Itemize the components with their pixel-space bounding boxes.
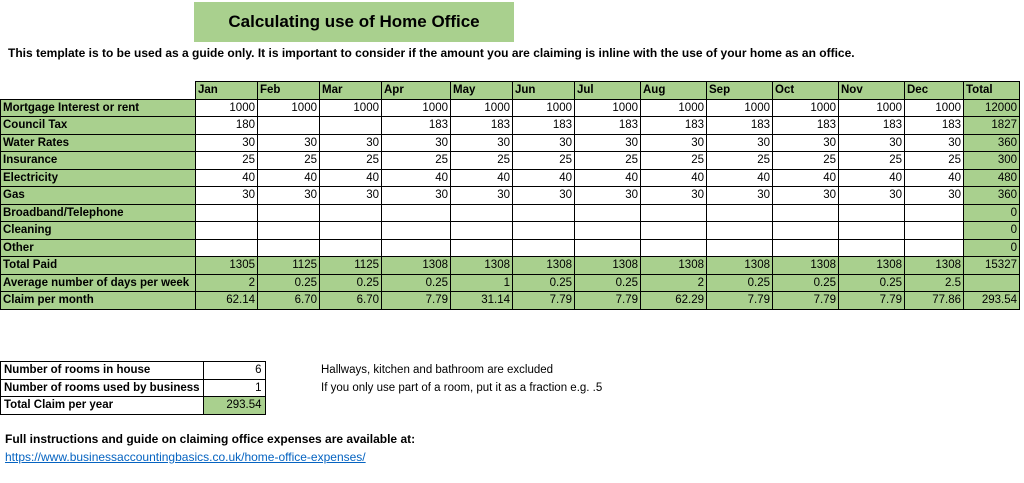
table-row	[1, 99, 1020, 117]
row-label[interactable]: Gas	[1, 187, 196, 205]
instructions-text: Full instructions and guide on claiming office expenses are available at:	[5, 432, 416, 446]
table-cell[interactable]: 40	[575, 169, 641, 187]
table-cell[interactable]: 183	[839, 117, 905, 135]
table-cell[interactable]: 1000	[707, 99, 773, 117]
table-cell[interactable]	[320, 204, 382, 222]
total-cell[interactable]: 360	[964, 134, 1020, 152]
table-cell[interactable]: 0.25	[839, 274, 905, 292]
column-header[interactable]: Jun	[513, 82, 575, 100]
table-cell[interactable]: 40	[641, 169, 707, 187]
table-cell[interactable]: 1308	[641, 257, 707, 275]
table-cell[interactable]: 25	[451, 152, 513, 170]
row-label[interactable]: Insurance	[1, 152, 196, 170]
table-cell[interactable]	[707, 222, 773, 240]
table-cell[interactable]	[707, 204, 773, 222]
table-cell[interactable]: 183	[773, 117, 839, 135]
table-cell[interactable]: 30	[382, 187, 451, 205]
table-cell[interactable]: 62.14	[196, 292, 258, 310]
table-cell[interactable]: 7.79	[513, 292, 575, 310]
table-cell[interactable]: 30	[196, 187, 258, 205]
column-header[interactable]: Apr	[382, 82, 451, 100]
table-cell[interactable]	[641, 239, 707, 257]
table-row	[1, 257, 1020, 275]
table-cell[interactable]	[258, 204, 320, 222]
rooms-value[interactable]: 6	[203, 362, 265, 380]
row-label[interactable]: Water Rates	[1, 134, 196, 152]
table-cell[interactable]: 1308	[707, 257, 773, 275]
table-cell[interactable]: 7.79	[773, 292, 839, 310]
corner-cell	[1, 82, 196, 100]
total-cell[interactable]: 0	[964, 222, 1020, 240]
table-cell[interactable]	[258, 222, 320, 240]
total-cell[interactable]: 300	[964, 152, 1020, 170]
table-cell[interactable]: 1000	[905, 99, 964, 117]
table-cell[interactable]: 25	[320, 152, 382, 170]
table-cell[interactable]: 1000	[258, 99, 320, 117]
table-cell[interactable]: 40	[513, 169, 575, 187]
table-cell[interactable]: 1308	[773, 257, 839, 275]
table-cell[interactable]: 30	[575, 187, 641, 205]
table-cell[interactable]: 40	[905, 169, 964, 187]
column-header[interactable]: Nov	[839, 82, 905, 100]
table-cell[interactable]: 2	[641, 274, 707, 292]
rooms-value[interactable]: 293.54	[203, 397, 265, 415]
column-header[interactable]: May	[451, 82, 513, 100]
table-cell[interactable]: 0.25	[773, 274, 839, 292]
header-row	[1, 82, 1020, 100]
table-cell[interactable]	[839, 222, 905, 240]
table-cell[interactable]: 1000	[773, 99, 839, 117]
table-cell[interactable]	[258, 239, 320, 257]
table-cell[interactable]: 25	[773, 152, 839, 170]
table-cell[interactable]: 30	[839, 134, 905, 152]
table-cell[interactable]: 1308	[382, 257, 451, 275]
table-cell[interactable]: 7.79	[382, 292, 451, 310]
table-cell[interactable]: 1308	[575, 257, 641, 275]
table-row	[1, 117, 1020, 135]
table-cell[interactable]: 30	[320, 134, 382, 152]
table-cell[interactable]: 40	[382, 169, 451, 187]
rooms-row	[1, 379, 266, 397]
table-cell[interactable]: 30	[773, 187, 839, 205]
table-cell[interactable]: 183	[905, 117, 964, 135]
table-cell[interactable]: 30	[641, 134, 707, 152]
table-row	[1, 204, 1020, 222]
table-cell[interactable]: 1125	[258, 257, 320, 275]
table-cell[interactable]	[382, 222, 451, 240]
column-header[interactable]: Dec	[905, 82, 964, 100]
table-cell[interactable]	[575, 239, 641, 257]
total-cell[interactable]: 293.54	[964, 292, 1020, 310]
table-cell[interactable]: 1305	[196, 257, 258, 275]
table-cell[interactable]: 183	[707, 117, 773, 135]
row-label[interactable]: Other	[1, 239, 196, 257]
table-cell[interactable]: 2	[196, 274, 258, 292]
table-row	[1, 222, 1020, 240]
table-cell[interactable]: 1125	[320, 257, 382, 275]
table-cell[interactable]: 25	[641, 152, 707, 170]
table-cell[interactable]	[320, 117, 382, 135]
table-cell[interactable]	[320, 222, 382, 240]
table-cell[interactable]: 30	[382, 134, 451, 152]
table-cell[interactable]: 0.25	[707, 274, 773, 292]
rooms-row	[1, 397, 266, 415]
row-label[interactable]: Electricity	[1, 169, 196, 187]
table-cell[interactable]: 30	[707, 187, 773, 205]
table-cell[interactable]	[382, 204, 451, 222]
disclaimer-text: This template is to be used as a guide only. It is important to consider if the amount you are claiming is inline with the use of your home as an office.	[8, 46, 855, 60]
table-cell[interactable]	[196, 239, 258, 257]
table-cell[interactable]: 25	[513, 152, 575, 170]
table-cell[interactable]: 31.14	[451, 292, 513, 310]
table-cell[interactable]	[513, 239, 575, 257]
table-cell[interactable]	[707, 239, 773, 257]
table-cell[interactable]: 25	[905, 152, 964, 170]
table-cell[interactable]	[641, 222, 707, 240]
title-text: Calculating use of Home Office	[228, 12, 480, 31]
table-cell[interactable]: 1308	[905, 257, 964, 275]
table-cell[interactable]: 30	[839, 187, 905, 205]
table-cell[interactable]	[196, 222, 258, 240]
table-cell[interactable]: 30	[451, 134, 513, 152]
total-cell[interactable]: 0	[964, 239, 1020, 257]
column-header[interactable]: Sep	[707, 82, 773, 100]
table-cell[interactable]: 1000	[320, 99, 382, 117]
table-cell[interactable]: 6.70	[258, 292, 320, 310]
total-cell[interactable]: 1827	[964, 117, 1020, 135]
table-cell[interactable]: 40	[451, 169, 513, 187]
table-cell[interactable]	[839, 239, 905, 257]
table-row	[1, 239, 1020, 257]
row-label[interactable]: Council Tax	[1, 117, 196, 135]
table-cell[interactable]	[451, 239, 513, 257]
column-header[interactable]: Total	[964, 82, 1020, 100]
table-cell[interactable]	[905, 239, 964, 257]
table-row	[1, 169, 1020, 187]
table-cell[interactable]: 40	[196, 169, 258, 187]
table-cell[interactable]	[905, 204, 964, 222]
table-cell[interactable]: 25	[839, 152, 905, 170]
row-label[interactable]: Total Paid	[1, 257, 196, 275]
total-cell[interactable]: 480	[964, 169, 1020, 187]
table-cell[interactable]: 0.25	[382, 274, 451, 292]
table-cell[interactable]: 183	[451, 117, 513, 135]
table-cell[interactable]: 62.29	[641, 292, 707, 310]
rooms-label[interactable]: Number of rooms used by business	[1, 379, 204, 397]
table-cell[interactable]: 30	[258, 134, 320, 152]
table-cell[interactable]: 30	[258, 187, 320, 205]
table-cell[interactable]: 183	[575, 117, 641, 135]
table-cell[interactable]	[575, 222, 641, 240]
table-cell[interactable]	[451, 222, 513, 240]
column-header[interactable]: Aug	[641, 82, 707, 100]
table-cell[interactable]: 1	[451, 274, 513, 292]
total-cell[interactable]: 15327	[964, 257, 1020, 275]
table-cell[interactable]: 25	[382, 152, 451, 170]
table-cell[interactable]: 30	[905, 134, 964, 152]
table-cell[interactable]: 40	[258, 169, 320, 187]
table-row	[1, 187, 1020, 205]
table-cell[interactable]: 7.79	[707, 292, 773, 310]
table-cell[interactable]: 30	[513, 187, 575, 205]
total-cell[interactable]: 0	[964, 204, 1020, 222]
table-cell[interactable]: 40	[320, 169, 382, 187]
column-header[interactable]: Feb	[258, 82, 320, 100]
page-title	[194, 2, 514, 42]
table-cell[interactable]	[839, 204, 905, 222]
table-cell[interactable]	[513, 222, 575, 240]
table-cell[interactable]: 1000	[641, 99, 707, 117]
note-excluded-rooms: Hallways, kitchen and bathroom are excluded	[321, 364, 554, 376]
column-header[interactable]: Jan	[196, 82, 258, 100]
table-row	[1, 134, 1020, 152]
column-header[interactable]: Mar	[320, 82, 382, 100]
table-cell[interactable]: 30	[320, 187, 382, 205]
table-cell[interactable]: 0.25	[575, 274, 641, 292]
row-label[interactable]: Mortgage Interest or rent	[1, 99, 196, 117]
rooms-row	[1, 362, 266, 380]
table-cell[interactable]: 30	[773, 134, 839, 152]
table-cell[interactable]	[773, 222, 839, 240]
rooms-label[interactable]: Total Claim per year	[1, 397, 204, 415]
table-cell[interactable]: 30	[707, 134, 773, 152]
table-cell[interactable]	[575, 204, 641, 222]
rooms-table	[0, 361, 266, 415]
table-cell[interactable]: 0.25	[513, 274, 575, 292]
table-cell[interactable]	[258, 117, 320, 135]
total-cell[interactable]: 12000	[964, 99, 1020, 117]
rooms-value[interactable]: 1	[203, 379, 265, 397]
column-header[interactable]: Jul	[575, 82, 641, 100]
row-label[interactable]: Average number of days per week	[1, 274, 196, 292]
table-cell[interactable]: 30	[905, 187, 964, 205]
table-cell[interactable]: 40	[839, 169, 905, 187]
table-cell[interactable]: 30	[451, 187, 513, 205]
table-cell[interactable]	[451, 204, 513, 222]
table-cell[interactable]: 30	[641, 187, 707, 205]
table-cell[interactable]	[382, 239, 451, 257]
row-label[interactable]: Broadband/Telephone	[1, 204, 196, 222]
table-cell[interactable]: 0.25	[320, 274, 382, 292]
total-cell[interactable]	[964, 274, 1020, 292]
table-cell[interactable]: 1000	[513, 99, 575, 117]
table-cell[interactable]: 183	[382, 117, 451, 135]
table-cell[interactable]: 30	[196, 134, 258, 152]
table-cell[interactable]	[641, 204, 707, 222]
table-cell[interactable]: 1308	[451, 257, 513, 275]
table-cell[interactable]: 183	[513, 117, 575, 135]
table-cell[interactable]: 7.79	[575, 292, 641, 310]
table-cell[interactable]: 40	[773, 169, 839, 187]
table-cell[interactable]: 6.70	[320, 292, 382, 310]
row-label[interactable]: Claim per month	[1, 292, 196, 310]
table-cell[interactable]: 1000	[382, 99, 451, 117]
table-cell[interactable]: 77.86	[905, 292, 964, 310]
guide-link[interactable]: https://www.businessaccountingbasics.co.uk/home-office-expenses/	[5, 450, 366, 464]
note-fraction-hint: If you only use part of a room, put it as a fraction e.g. .5	[321, 382, 603, 394]
table-cell[interactable]	[905, 222, 964, 240]
table-cell[interactable]	[773, 239, 839, 257]
total-cell[interactable]: 360	[964, 187, 1020, 205]
table-cell[interactable]: 1000	[451, 99, 513, 117]
table-row	[1, 152, 1020, 170]
rooms-label[interactable]: Number of rooms in house	[1, 362, 204, 380]
table-cell[interactable]: 0.25	[258, 274, 320, 292]
table-cell[interactable]: 1000	[575, 99, 641, 117]
table-cell[interactable]: 30	[513, 134, 575, 152]
table-cell[interactable]: 25	[196, 152, 258, 170]
table-cell[interactable]: 40	[707, 169, 773, 187]
table-cell[interactable]: 30	[575, 134, 641, 152]
table-cell[interactable]: 25	[258, 152, 320, 170]
table-cell[interactable]: 25	[707, 152, 773, 170]
table-cell[interactable]: 183	[641, 117, 707, 135]
table-cell[interactable]: 7.79	[839, 292, 905, 310]
table-cell[interactable]	[320, 239, 382, 257]
table-cell[interactable]: 2.5	[905, 274, 964, 292]
row-label[interactable]: Cleaning	[1, 222, 196, 240]
expenses-table	[0, 81, 1020, 310]
table-cell[interactable]: 1000	[196, 99, 258, 117]
table-cell[interactable]: 1000	[839, 99, 905, 117]
table-cell[interactable]: 1308	[513, 257, 575, 275]
column-header[interactable]: Oct	[773, 82, 839, 100]
table-cell[interactable]	[196, 204, 258, 222]
table-cell[interactable]: 1308	[839, 257, 905, 275]
table-cell[interactable]	[513, 204, 575, 222]
table-cell[interactable]: 25	[575, 152, 641, 170]
table-cell[interactable]	[773, 204, 839, 222]
table-row	[1, 274, 1020, 292]
table-cell[interactable]: 180	[196, 117, 258, 135]
table-row	[1, 292, 1020, 310]
